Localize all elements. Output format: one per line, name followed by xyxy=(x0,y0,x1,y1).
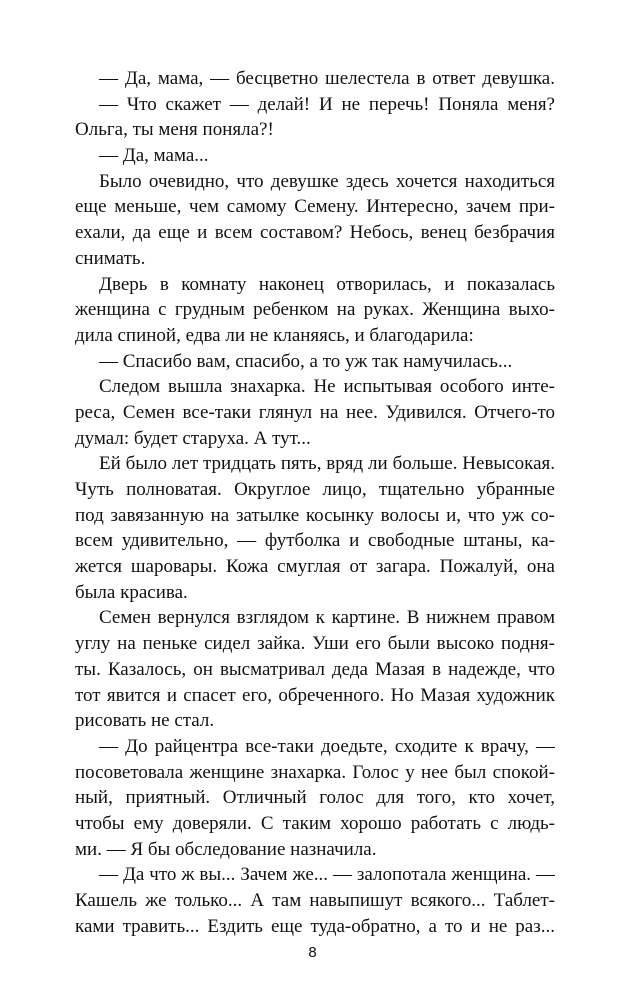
text-line: Дверь в комнату наконец отворилась, и показалась xyxy=(99,273,555,295)
text-line: ехали, да еще и всем составом? Небось, венец безбрачия xyxy=(75,222,555,244)
text-line: — До райцентра все-таки доедьте, сходите к врачу, — xyxy=(99,735,555,757)
text-line: жется шаровары. Кожа смуглая от загара. Пожалуй, она xyxy=(75,556,555,578)
text-line: еще меньше, чем самому Семену. Интересно, зачем при- xyxy=(75,196,555,218)
text-line: думал: будет старуха. А тут... xyxy=(75,427,311,449)
text-line: ми. — Я бы обследование назначила. xyxy=(75,838,377,860)
text-line: ты. Казалось, он высматривал деда Мазая в надежде, что xyxy=(75,658,555,680)
text-line: Ольга, ты меня поняла?! xyxy=(75,119,274,141)
text-line: Чуть полноватая. Округлое лицо, тщательно убранные xyxy=(75,479,555,500)
text-line: — Спасибо вам, спасибо, а то уж так намучилась... xyxy=(99,350,513,372)
page-number: 8 xyxy=(308,944,317,961)
text-line: — Да, мама... xyxy=(99,145,209,167)
text-line: тот явится и спасет его, обреченного. Но Мазая художник xyxy=(75,684,555,706)
text-line: Кашель же только... А там навыпишут всякого... Таблет- xyxy=(75,890,555,911)
text-line: Следом вышла знахарка. Не испытывая особого инте- xyxy=(99,376,555,398)
text-line: всем удивительно, — футболка и свободные штаны, ка- xyxy=(75,530,555,552)
text-line: Семен вернулся взглядом к картине. В нижнем правом xyxy=(99,607,555,629)
text-line: под завязанную на затылке косынку волосы и, что уж со- xyxy=(75,504,555,526)
text-line: углу на пеньке сидел зайка. Уши его были высоко подня- xyxy=(75,633,555,655)
text-line: ками травить... Ездить еще туда-обратно, а то и не раз... xyxy=(75,915,555,937)
text-line: — Да, мама, — бесцветно шелестела в ответ девушка. xyxy=(99,68,555,89)
text-line: — Да что ж вы... Зачем же... — залопотала женщина. — xyxy=(99,864,555,886)
page-body xyxy=(75,66,555,939)
text-line: женщина с грудным ребенком на руках. Женщина выхо- xyxy=(75,299,555,321)
text-line: снимать. xyxy=(75,247,146,269)
text-line: Было очевидно, что девушке здесь хочется находиться xyxy=(99,170,555,192)
text-line: была красива. xyxy=(75,581,188,603)
text-line: Ей было лет тридцать пять, вряд ли больше. Невысокая. xyxy=(99,453,555,475)
text-line: посоветовала женщине знахарка. Голос у нее был спокой- xyxy=(75,761,555,783)
text-line: чтобы ему доверяли. С таким хорошо работать с людь- xyxy=(75,812,555,834)
text-line: рисовать не стал. xyxy=(75,710,215,732)
text-line: ный, приятный. Отличный голос для того, кто хочет, xyxy=(75,787,555,809)
text-line: дила спиной, едва ли не кланяясь, и благодарила: xyxy=(75,324,474,346)
text-line: — Что скажет — делай! И не перечь! Поняла меня? xyxy=(99,93,555,115)
text-line: реса, Семен все-таки глянул на нее. Удивился. Отчего-то xyxy=(75,401,555,423)
